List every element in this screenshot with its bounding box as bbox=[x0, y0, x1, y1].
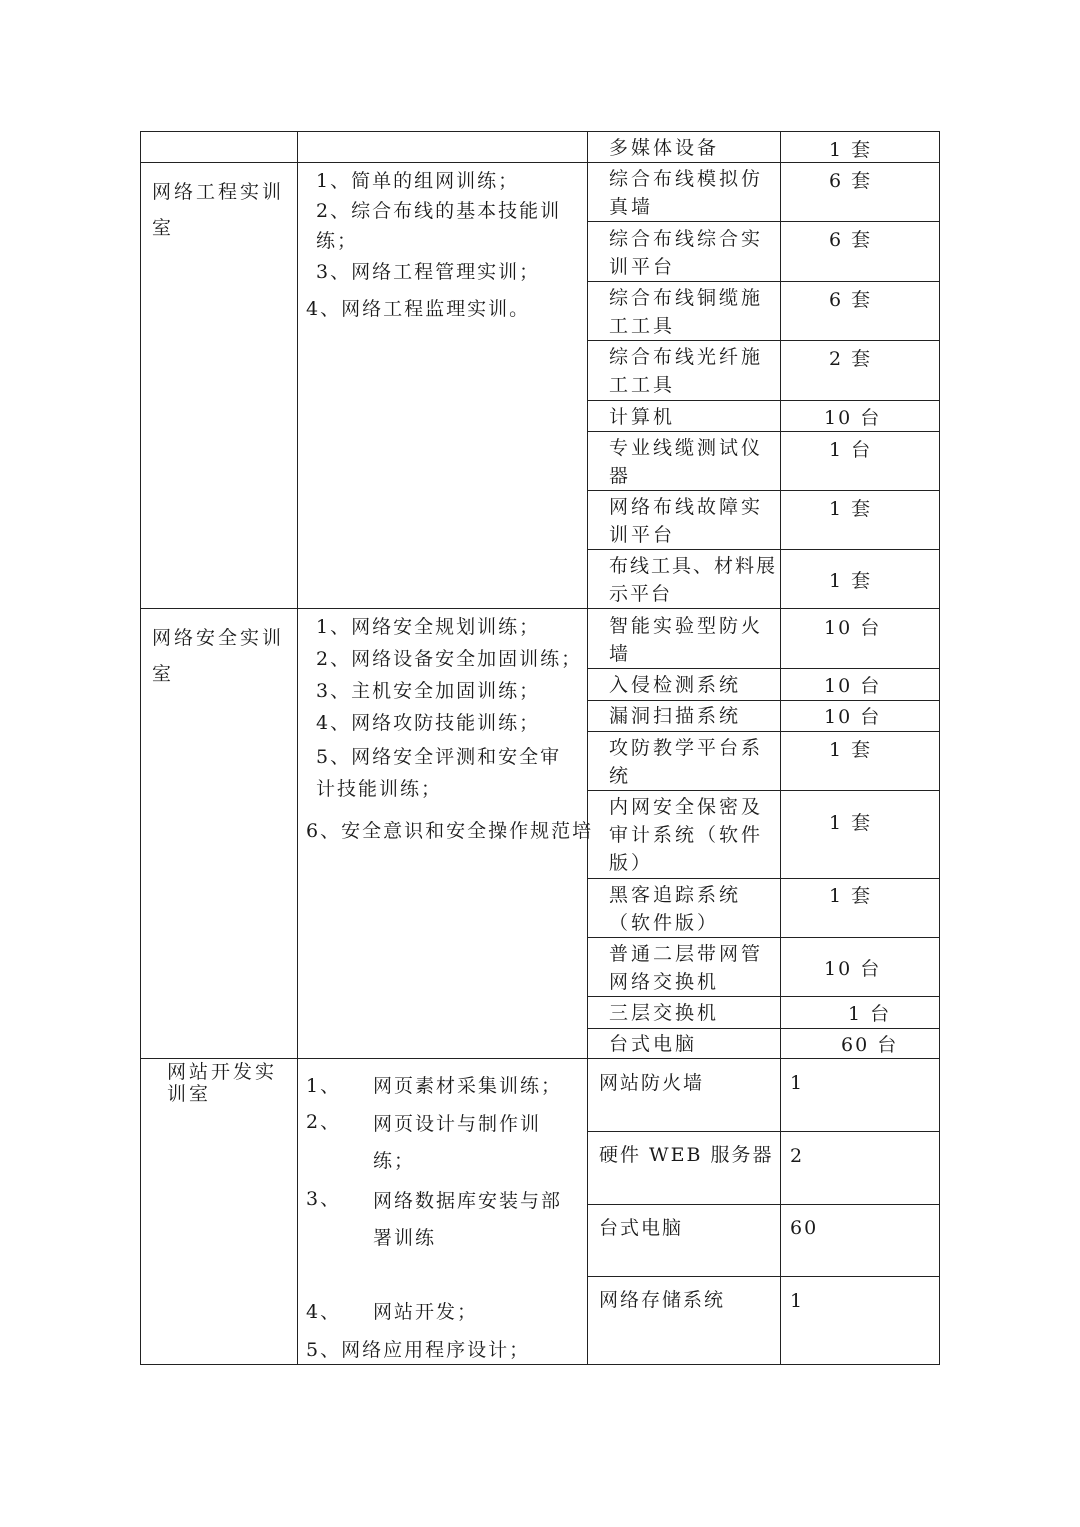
equipment-item: 多媒体设备 bbox=[609, 137, 720, 159]
equipment-item: 综合布线模拟仿真墙 bbox=[609, 168, 764, 218]
activity-number: 2、 bbox=[306, 1111, 342, 1133]
activity-item: 网页素材采集训练； bbox=[373, 1075, 563, 1097]
activity-item: 1、简单的组网训练； bbox=[316, 170, 520, 192]
equipment-item: 普通二层带网管网络交换机 bbox=[609, 943, 764, 993]
subrow-divider bbox=[587, 790, 940, 791]
equipment-qty: 10 台 bbox=[824, 958, 882, 980]
room-name: 网络工程实训室 bbox=[152, 181, 285, 239]
subrow-divider bbox=[587, 431, 940, 432]
activity-item: 5、网络安全评测和安全审计技能训练； bbox=[316, 746, 562, 800]
equipment-item: 攻防教学平台系统 bbox=[609, 737, 764, 787]
equipment-qty: 1 套 bbox=[829, 570, 873, 592]
activity-item: 6、安全意识和安全操作规范培 bbox=[306, 820, 594, 842]
equipment-item: 综合布线综合实训平台 bbox=[609, 228, 764, 278]
equipment-item: 综合布线铜缆施工工具 bbox=[609, 287, 764, 337]
equipment-qty: 1 台 bbox=[848, 1003, 892, 1025]
equipment-item: 内网安全保密及审计系统（软件版） bbox=[609, 796, 764, 874]
equipment-qty: 1 bbox=[790, 1072, 805, 1094]
equipment-qty: 10 台 bbox=[824, 407, 882, 429]
equipment-item: 入侵检测系统 bbox=[609, 674, 742, 696]
activity-item: 3、主机安全加固训练； bbox=[316, 680, 541, 702]
subrow-divider bbox=[587, 490, 940, 491]
col-divider-3 bbox=[780, 131, 781, 1365]
room-name: 网站开发实训室 bbox=[167, 1061, 278, 1105]
room-name: 网络安全实训室 bbox=[152, 627, 285, 685]
equipment-item: 台式电脑 bbox=[609, 1033, 698, 1055]
col-divider-1 bbox=[297, 131, 298, 1365]
equipment-qty: 6 套 bbox=[829, 229, 873, 251]
activity-number: 3、 bbox=[306, 1188, 342, 1210]
activity-item: 5、网络应用程序设计； bbox=[306, 1339, 531, 1361]
subrow-divider bbox=[587, 878, 940, 879]
equipment-qty: 60 bbox=[790, 1217, 819, 1239]
activity-item: 4、网络工程监理实训。 bbox=[306, 298, 531, 320]
subrow-divider bbox=[587, 400, 940, 401]
equipment-item: 布线工具、材料展示平台 bbox=[609, 555, 778, 605]
equipment-item: 漏洞扫描系统 bbox=[609, 705, 742, 727]
equipment-qty: 1 台 bbox=[829, 439, 873, 461]
equipment-item: 综合布线光纤施工工具 bbox=[609, 346, 764, 396]
equipment-qty: 1 套 bbox=[829, 739, 873, 761]
equipment-item: 网站防火墙 bbox=[599, 1072, 705, 1094]
subrow-divider bbox=[587, 1131, 940, 1132]
equipment-item: 三层交换机 bbox=[609, 1002, 720, 1024]
equipment-qty: 1 套 bbox=[829, 812, 873, 834]
subrow-divider bbox=[587, 549, 940, 550]
subrow-divider bbox=[587, 700, 940, 701]
activity-item: 网页设计与制作训练； bbox=[373, 1113, 542, 1172]
activity-number: 4、 bbox=[306, 1301, 342, 1323]
equipment-qty: 60 台 bbox=[841, 1034, 899, 1056]
equipment-qty: 10 台 bbox=[824, 675, 882, 697]
subrow-divider bbox=[587, 1276, 940, 1277]
col-divider-2 bbox=[587, 131, 588, 1365]
equipment-item: 计算机 bbox=[609, 406, 676, 428]
equipment-qty: 1 套 bbox=[829, 139, 873, 161]
equipment-item: 网络存储系统 bbox=[599, 1289, 726, 1311]
subrow-divider bbox=[587, 1204, 940, 1205]
activity-item: 2、网络设备安全加固训练； bbox=[316, 648, 583, 670]
equipment-qty: 1 套 bbox=[829, 498, 873, 520]
subrow-divider bbox=[587, 1028, 940, 1029]
activity-item: 2、综合布线的基本技能训练； bbox=[316, 200, 562, 252]
subrow-divider bbox=[587, 996, 940, 997]
subrow-divider bbox=[587, 937, 940, 938]
equipment-qty: 2 套 bbox=[829, 348, 873, 370]
equipment-item: 台式电脑 bbox=[599, 1217, 684, 1239]
subrow-divider bbox=[587, 281, 940, 282]
equipment-qty: 6 套 bbox=[829, 289, 873, 311]
equipment-item: 硬件 WEB 服务器 bbox=[599, 1144, 774, 1166]
activity-item: 4、网络攻防技能训练； bbox=[316, 712, 541, 734]
row-divider bbox=[140, 608, 940, 609]
subrow-divider bbox=[587, 221, 940, 222]
equipment-qty: 10 台 bbox=[824, 706, 882, 728]
activity-item: 网站开发； bbox=[373, 1301, 479, 1323]
subrow-divider bbox=[587, 731, 940, 732]
equipment-qty: 1 套 bbox=[829, 885, 873, 907]
subrow-divider bbox=[587, 340, 940, 341]
activity-number: 1、 bbox=[306, 1075, 342, 1097]
activity-item: 1、网络安全规划训练； bbox=[316, 616, 541, 638]
subrow-divider bbox=[587, 668, 940, 669]
activity-item: 网络数据库安装与部署训练 bbox=[373, 1190, 563, 1249]
equipment-qty: 6 套 bbox=[829, 170, 873, 192]
activity-item: 3、网络工程管理实训； bbox=[316, 261, 541, 283]
equipment-qty: 1 bbox=[790, 1290, 805, 1312]
equipment-item: 智能实验型防火墙 bbox=[609, 615, 764, 665]
row-divider bbox=[140, 1058, 940, 1059]
equipment-item: 网络布线故障实训平台 bbox=[609, 496, 764, 546]
row-divider bbox=[140, 162, 940, 163]
equipment-item: 专业线缆测试仪器 bbox=[609, 437, 764, 487]
equipment-qty: 2 bbox=[790, 1145, 805, 1167]
equipment-item: 黑客追踪系统（软件版） bbox=[609, 884, 742, 934]
equipment-qty: 10 台 bbox=[824, 617, 882, 639]
